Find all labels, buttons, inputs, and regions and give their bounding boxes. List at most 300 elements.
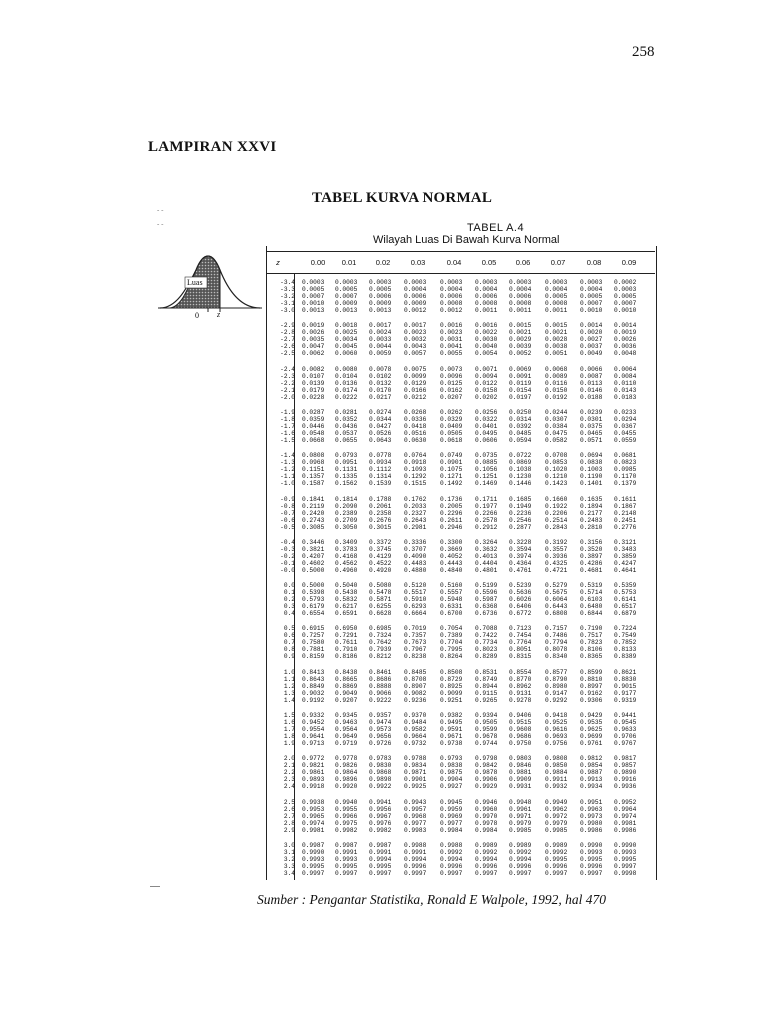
- area-value: 0.9599: [475, 726, 498, 734]
- z-value: 3.3: [283, 863, 295, 871]
- area-value: 0.9265: [475, 697, 498, 705]
- area-value-column: [302, 669, 324, 704]
- z-value-group: [270, 366, 295, 401]
- area-value: 0.1379: [614, 480, 637, 488]
- area-value-column: [302, 496, 324, 531]
- area-value-column: [302, 452, 324, 487]
- area-value: 0.0336: [404, 416, 427, 424]
- area-value-column: [404, 496, 426, 531]
- area-value: 0.1894: [580, 503, 603, 511]
- area-value: 0.2810: [580, 524, 603, 532]
- area-value: 0.0207: [440, 394, 463, 402]
- area-value-column: [335, 669, 357, 704]
- area-value: 0.8133: [614, 646, 637, 654]
- area-value: 0.6915: [302, 625, 325, 632]
- area-value: 0.9979: [509, 820, 532, 828]
- area-value: 0.9949: [545, 799, 568, 806]
- area-value: 0.9936: [614, 783, 637, 791]
- area-value: 0.0006: [440, 293, 463, 301]
- z-value: 1.6: [283, 719, 295, 727]
- area-value: 0.9418: [545, 712, 568, 719]
- area-value: 0.8944: [475, 683, 498, 691]
- area-value: 0.9015: [614, 683, 637, 691]
- area-value: 0.0010: [580, 307, 603, 315]
- area-value: 0.1469: [475, 480, 498, 488]
- area-value: 0.0007: [335, 293, 358, 301]
- area-value: 0.2912: [475, 524, 498, 532]
- area-value: 0.0007: [302, 293, 325, 301]
- area-value-column: [614, 582, 636, 617]
- area-value: 0.6103: [580, 596, 603, 604]
- z-value: -0.9: [280, 496, 295, 503]
- area-value: 0.8980: [545, 683, 568, 691]
- area-value-column: [580, 712, 602, 747]
- area-value: 0.0032: [404, 336, 427, 344]
- area-value: 0.9826: [335, 762, 358, 770]
- area-value: 0.8708: [404, 676, 427, 684]
- area-value: 0.0008: [440, 300, 463, 308]
- z-value: -2.8: [280, 329, 295, 337]
- area-value: 0.9990: [614, 842, 637, 849]
- area-value: 0.7764: [509, 639, 532, 647]
- area-value: 0.9987: [335, 842, 358, 849]
- z-value: -0.1: [280, 560, 295, 568]
- area-value: 0.7324: [369, 632, 392, 640]
- area-value: 0.0192: [545, 394, 568, 402]
- area-value-column: [302, 582, 324, 617]
- area-value: 0.9830: [369, 762, 392, 770]
- z-value-group: [270, 625, 295, 660]
- area-value-column: [475, 322, 497, 357]
- area-value: 0.0005: [335, 286, 358, 294]
- area-value: 0.6179: [302, 603, 325, 611]
- area-value: 0.2611: [440, 517, 463, 525]
- area-value: 0.0007: [614, 300, 637, 308]
- area-value-column: [302, 366, 324, 401]
- area-value: 0.0322: [475, 416, 498, 424]
- area-value: 0.9927: [440, 783, 463, 791]
- area-value: 0.0024: [369, 329, 392, 337]
- area-value-column: [614, 842, 636, 877]
- area-value-column: [580, 322, 602, 357]
- area-value: 0.6808: [545, 610, 568, 618]
- area-value: 0.4880: [404, 567, 427, 575]
- area-value-column: [335, 712, 357, 747]
- area-value: 0.8365: [580, 653, 603, 661]
- area-value: 0.1335: [335, 473, 358, 481]
- area-value: 0.5319: [580, 582, 603, 589]
- z-value: 2.7: [283, 813, 295, 821]
- area-value-column: [545, 799, 567, 834]
- area-value: 0.4960: [335, 567, 358, 575]
- z-value-group: [270, 712, 295, 747]
- area-value: 0.9686: [509, 733, 532, 741]
- area-value: 0.6141: [614, 596, 637, 604]
- area-value: 0.1056: [475, 466, 498, 474]
- area-value: 0.7486: [545, 632, 568, 640]
- area-value: 0.8508: [440, 669, 463, 676]
- area-value: 0.1020: [545, 466, 568, 474]
- area-value: 0.2676: [369, 517, 392, 525]
- area-value: 0.9986: [580, 827, 603, 835]
- area-value: 0.7422: [475, 632, 498, 640]
- area-value: 0.0087: [580, 373, 603, 381]
- area-value: 0.0102: [369, 373, 392, 381]
- z-value: -2.1: [280, 387, 295, 395]
- z-value: -2.7: [280, 336, 295, 344]
- area-value: 0.1093: [404, 466, 427, 474]
- area-value: 0.0154: [509, 387, 532, 395]
- area-value: 0.0009: [369, 300, 392, 308]
- z-value-group: [270, 799, 295, 834]
- area-value: 0.9573: [369, 726, 392, 734]
- area-value: 0.8849: [302, 683, 325, 691]
- area-value: 0.0409: [440, 423, 463, 431]
- area-value: 0.0029: [509, 336, 532, 344]
- area-value: 0.7190: [580, 625, 603, 632]
- area-value: 0.9767: [614, 740, 637, 748]
- area-value-column: [545, 409, 567, 444]
- area-value: 0.9925: [404, 783, 427, 791]
- area-value: 0.3121: [614, 539, 637, 546]
- area-value: 0.3821: [302, 546, 325, 554]
- area-value: 0.3483: [614, 546, 637, 554]
- area-value-column: [475, 279, 497, 314]
- area-value: 0.0003: [440, 279, 463, 286]
- area-value: 0.0475: [545, 430, 568, 438]
- area-value: 0.2451: [614, 517, 637, 525]
- area-value-column: [335, 842, 357, 877]
- page-number: 258: [632, 44, 655, 60]
- area-value-column: [404, 366, 426, 401]
- area-value: 0.0004: [440, 286, 463, 294]
- area-value: 0.0066: [580, 366, 603, 373]
- area-value: 0.9911: [545, 776, 568, 784]
- area-value: 0.9995: [614, 856, 637, 864]
- area-value: 0.9995: [335, 863, 358, 871]
- area-value: 0.9997: [509, 870, 532, 878]
- area-value: 0.0003: [302, 279, 325, 286]
- area-value: 0.9251: [440, 697, 463, 705]
- area-value: 0.9993: [335, 856, 358, 864]
- area-value: 0.0008: [545, 300, 568, 308]
- area-value: 0.6879: [614, 610, 637, 618]
- area-value: 0.0735: [475, 452, 498, 459]
- z-value: 1.2: [283, 683, 295, 691]
- area-value: 0.0041: [440, 343, 463, 351]
- area-value: 0.0329: [440, 416, 463, 424]
- area-value: 0.8790: [545, 676, 568, 684]
- area-value: 0.8531: [475, 669, 498, 676]
- area-value: 0.8830: [614, 676, 637, 684]
- area-value: 0.9871: [404, 769, 427, 777]
- area-value-column: [302, 842, 324, 877]
- area-value: 0.0016: [440, 322, 463, 329]
- z-value: 0.5: [283, 625, 295, 632]
- area-value-column: [580, 799, 602, 834]
- z-value: -1.5: [280, 437, 295, 445]
- area-value: 0.9994: [509, 856, 532, 864]
- area-value-column: [369, 582, 391, 617]
- area-value: 0.5987: [475, 596, 498, 604]
- area-value-column: [614, 496, 636, 531]
- area-value: 0.8159: [302, 653, 325, 661]
- area-value: 0.9082: [404, 690, 427, 698]
- area-value: 0.5675: [545, 589, 568, 597]
- source-citation: Sumber : Pengantar Statistika, Ronald E Walpole, 1992, hal 470: [257, 892, 606, 907]
- area-value: 0.2843: [545, 524, 568, 532]
- area-value: 0.0139: [302, 380, 325, 388]
- area-value: 0.5636: [509, 589, 532, 597]
- area-value: 0.9591: [440, 726, 463, 734]
- area-value-column: [509, 539, 531, 574]
- area-value: 0.9974: [614, 813, 637, 821]
- area-value: 0.0122: [475, 380, 498, 388]
- area-value: 0.6700: [440, 610, 463, 618]
- area-value-column: [335, 452, 357, 487]
- area-value: 0.0352: [335, 416, 358, 424]
- area-value: 0.0013: [369, 307, 392, 315]
- area-value: 0.1423: [545, 480, 568, 488]
- z-value: 2.4: [283, 783, 295, 791]
- z-value-group: [270, 539, 295, 574]
- area-value: 0.0003: [369, 279, 392, 286]
- area-value: 0.9884: [545, 769, 568, 777]
- area-value: 0.8770: [509, 676, 532, 684]
- area-value-column: [440, 452, 462, 487]
- area-value: 0.9918: [302, 783, 325, 791]
- area-value: 0.0005: [302, 286, 325, 294]
- area-value: 0.4052: [440, 553, 463, 561]
- area-value: 0.0031: [440, 336, 463, 344]
- area-value-column: [475, 582, 497, 617]
- z-value: 1.3: [283, 690, 295, 698]
- area-value-column: [369, 366, 391, 401]
- area-value: 0.4920: [369, 567, 392, 575]
- z-value: -1.0: [280, 480, 295, 488]
- area-value: 0.9222: [369, 697, 392, 705]
- area-value: 0.3446: [302, 539, 325, 546]
- area-value: 0.9641: [302, 733, 325, 741]
- z-value: -1.8: [280, 416, 295, 424]
- area-value-column: [335, 582, 357, 617]
- area-value: 0.0287: [302, 409, 325, 416]
- area-value: 0.0006: [509, 293, 532, 301]
- area-value: 0.9992: [475, 849, 498, 857]
- appendix-label: LAMPIRAN XXVI: [148, 139, 277, 155]
- area-value-column: [404, 582, 426, 617]
- area-value: 0.7454: [509, 632, 532, 640]
- area-value: 0.9998: [614, 870, 637, 878]
- area-value: 0.9292: [545, 697, 568, 705]
- area-value: 0.5120: [404, 582, 427, 589]
- area-value: 0.9441: [614, 712, 637, 719]
- area-value: 0.2483: [580, 517, 603, 525]
- area-value: 0.9357: [369, 712, 392, 719]
- area-value: 0.4325: [545, 560, 568, 568]
- area-value: 0.9738: [440, 740, 463, 748]
- area-value: 0.9995: [580, 856, 603, 864]
- area-value: 0.7939: [369, 646, 392, 654]
- area-value: 0.0968: [302, 459, 325, 467]
- area-value-column: [369, 452, 391, 487]
- area-value: 0.0096: [440, 373, 463, 381]
- area-value: 0.9608: [509, 726, 532, 734]
- area-value: 0.9948: [509, 799, 532, 806]
- area-value-column: [369, 712, 391, 747]
- area-value: 0.8621: [614, 669, 637, 676]
- z-value: 1.9: [283, 740, 295, 748]
- area-value: 0.8599: [580, 669, 603, 676]
- area-value: 0.3745: [369, 546, 392, 554]
- area-value-column: [614, 366, 636, 401]
- area-value: 0.9452: [302, 719, 325, 727]
- area-value: 0.0023: [440, 329, 463, 337]
- area-value: 0.4522: [369, 560, 392, 568]
- area-value: 0.0918: [404, 459, 427, 467]
- area-value: 0.5832: [335, 596, 358, 604]
- area-value: 0.0027: [580, 336, 603, 344]
- area-value: 0.9953: [302, 806, 325, 814]
- area-value: 0.9976: [369, 820, 392, 828]
- area-value: 0.2420: [302, 510, 325, 518]
- area-value: 0.2005: [440, 503, 463, 511]
- z-value: 1.7: [283, 726, 295, 734]
- z-value: 1.0: [283, 669, 295, 676]
- area-value: 0.1210: [545, 473, 568, 481]
- z-value-group: [270, 322, 295, 357]
- area-value: 0.9997: [404, 870, 427, 878]
- area-value: 0.9719: [335, 740, 358, 748]
- area-value: 0.0005: [614, 293, 637, 301]
- area-value: 0.9901: [404, 776, 427, 784]
- area-value: 0.1038: [509, 466, 532, 474]
- area-value: 0.3936: [545, 553, 568, 561]
- area-value-column: [404, 625, 426, 660]
- area-value: 0.2981: [404, 524, 427, 532]
- area-value: 0.8577: [545, 669, 568, 676]
- area-value: 0.9970: [475, 813, 498, 821]
- area-value: 0.9962: [545, 806, 568, 814]
- area-value: 0.0132: [369, 380, 392, 388]
- area-value: 0.4761: [509, 567, 532, 575]
- z-value: 0.1: [283, 589, 295, 597]
- area-value-column: [545, 755, 567, 790]
- area-value: 0.0262: [440, 409, 463, 416]
- area-value: 0.9099: [440, 690, 463, 698]
- area-value: 0.1736: [440, 496, 463, 503]
- area-value-column: [509, 322, 531, 357]
- area-value: 0.0668: [302, 437, 325, 445]
- area-value-column: [404, 279, 426, 314]
- area-value: 0.0301: [580, 416, 603, 424]
- area-value: 0.0233: [614, 409, 637, 416]
- area-value: 0.6517: [614, 603, 637, 611]
- area-value-column: [404, 842, 426, 877]
- area-value-column: [475, 409, 497, 444]
- area-value: 0.2358: [369, 510, 392, 518]
- area-value: 0.9997: [545, 870, 568, 878]
- area-value: 0.9429: [580, 712, 603, 719]
- area-value: 0.4247: [614, 560, 637, 568]
- z-value: 1.1: [283, 676, 295, 684]
- area-value-column: [475, 539, 497, 574]
- area-value: 0.9997: [335, 870, 358, 878]
- area-value: 0.0228: [302, 394, 325, 402]
- area-value: 0.0505: [440, 430, 463, 438]
- area-value: 0.5596: [475, 589, 498, 597]
- area-value: 0.2119: [302, 503, 325, 511]
- column-header: 0.07: [550, 258, 566, 267]
- area-value: 0.1170: [614, 473, 637, 481]
- area-value: 0.0655: [335, 437, 358, 445]
- area-value: 0.0028: [545, 336, 568, 344]
- area-value: 0.3300: [440, 539, 463, 546]
- area-value-column: [545, 322, 567, 357]
- area-value: 0.9991: [404, 849, 427, 857]
- area-value: 0.1112: [369, 466, 392, 474]
- area-value: 0.0026: [302, 329, 325, 337]
- area-value: 0.9972: [545, 813, 568, 821]
- area-value: 0.0006: [475, 293, 498, 301]
- area-value: 0.7995: [440, 646, 463, 654]
- area-value: 0.0017: [369, 322, 392, 329]
- area-value: 0.8106: [580, 646, 603, 654]
- area-value: 0.6985: [369, 625, 392, 632]
- area-value: 0.9846: [509, 762, 532, 770]
- area-value-column: [545, 366, 567, 401]
- area-label: Luas: [187, 278, 203, 287]
- area-value: 0.0392: [509, 423, 532, 431]
- area-value: 0.0548: [302, 430, 325, 438]
- area-value-column: [545, 582, 567, 617]
- area-value: 0.1685: [509, 496, 532, 503]
- area-value: 0.9986: [614, 827, 637, 835]
- area-value-column: [440, 712, 462, 747]
- area-value: 0.2061: [369, 503, 392, 511]
- area-value-column: [369, 755, 391, 790]
- area-value: 0.4404: [475, 560, 498, 568]
- area-value: 0.0222: [335, 394, 358, 402]
- area-value: 0.1539: [369, 480, 392, 488]
- area-value: 0.7704: [440, 639, 463, 647]
- area-value: 0.0005: [545, 293, 568, 301]
- area-value: 0.0069: [509, 366, 532, 373]
- area-value: 0.8023: [475, 646, 498, 654]
- area-value: 0.7224: [614, 625, 637, 632]
- z-value: 2.5: [283, 799, 295, 806]
- area-value: 0.0013: [335, 307, 358, 315]
- area-value: 0.1314: [369, 473, 392, 481]
- area-value: 0.5040: [335, 582, 358, 589]
- area-value: 0.5239: [509, 582, 532, 589]
- area-value: 0.9732: [404, 740, 427, 748]
- area-value: 0.9996: [440, 863, 463, 871]
- area-value: 0.2389: [335, 510, 358, 518]
- area-value-column: [404, 409, 426, 444]
- area-value: 0.5910: [404, 596, 427, 604]
- area-value: 0.8238: [404, 653, 427, 661]
- area-value: 0.0003: [614, 286, 637, 294]
- area-value: 0.0179: [302, 387, 325, 395]
- area-value: 0.0104: [335, 373, 358, 381]
- area-value: 0.7517: [580, 632, 603, 640]
- area-value: 0.7910: [335, 646, 358, 654]
- area-value: 0.0011: [545, 307, 568, 315]
- z-value: 3.4: [283, 870, 295, 878]
- area-value: 0.9625: [580, 726, 603, 734]
- area-value: 0.5753: [614, 589, 637, 597]
